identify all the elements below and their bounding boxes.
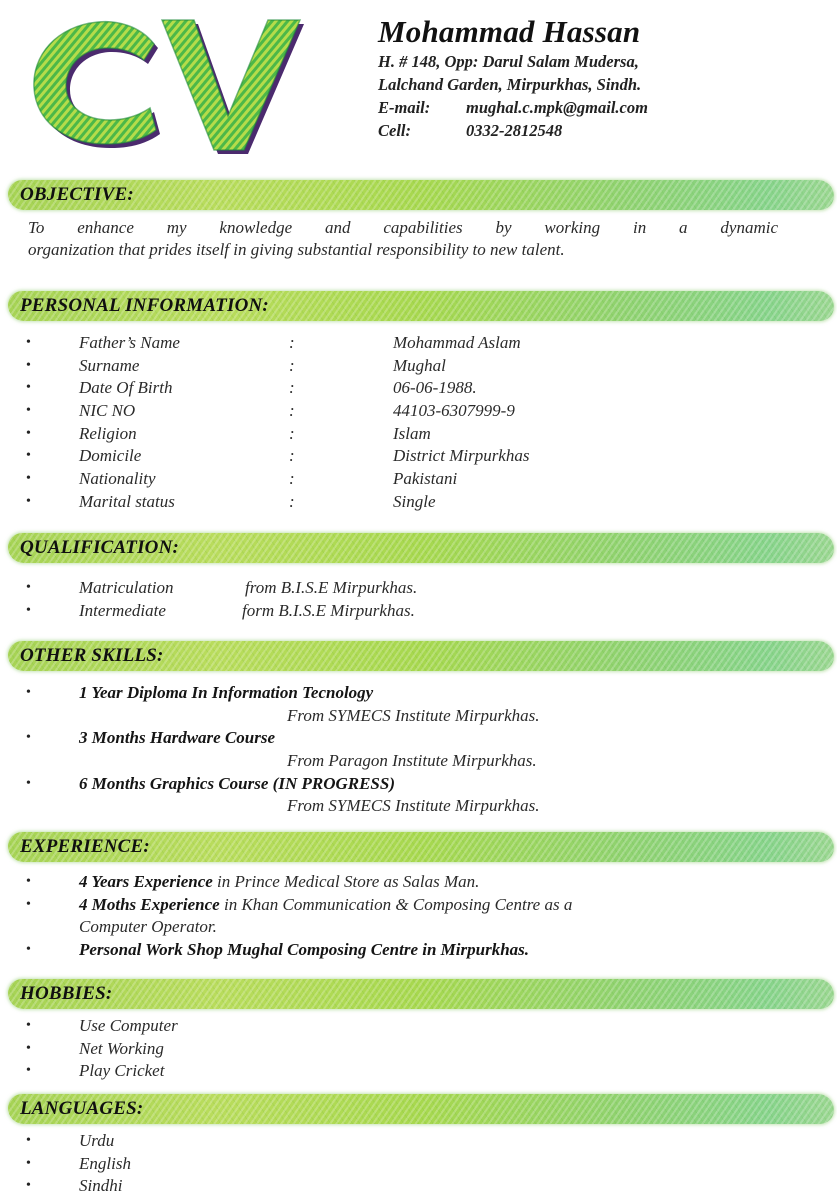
separator: : <box>289 491 295 511</box>
experience-duration: 4 Moths Experience <box>79 894 220 914</box>
personal-info-list <box>0 332 837 514</box>
list-item <box>0 1060 837 1083</box>
qualification-list <box>0 577 837 622</box>
bullet-icon: • <box>26 357 31 373</box>
list-item <box>0 600 837 623</box>
list-item-continuation <box>0 916 837 939</box>
bullet-icon: • <box>26 425 31 441</box>
field-label: Marital status <box>79 491 175 511</box>
bullet-icon: • <box>26 471 31 487</box>
field-value: 06-06-1988. <box>393 378 477 398</box>
list-item <box>0 355 837 378</box>
section-title: OBJECTIVE: <box>20 184 134 205</box>
list-item <box>0 682 837 705</box>
cell-row <box>378 119 648 142</box>
hobby: Use Computer <box>79 1016 178 1035</box>
hobbies-list <box>0 1015 837 1083</box>
section-header-objective <box>8 180 834 210</box>
language: Urdu <box>79 1131 115 1150</box>
section-header-experience <box>8 832 834 862</box>
section-title: HOBBIES: <box>20 983 113 1004</box>
experience-duration: Personal Work Shop Mughal Composing Centre in Mirpurkhas. <box>79 940 530 960</box>
section-title: OTHER SKILLS: <box>20 645 164 666</box>
section-header-hobbies <box>8 979 834 1009</box>
bullet-icon: • <box>26 1133 31 1148</box>
list-item-detail <box>0 750 837 773</box>
experience-detail-cont: Computer Operator. <box>79 917 217 937</box>
section-header-other-skills <box>8 641 834 671</box>
section-header-personal-information <box>8 291 834 321</box>
list-item <box>0 491 837 514</box>
field-label: Date Of Birth <box>79 378 173 398</box>
bullet-icon: • <box>26 493 31 509</box>
cell-label: Cell: <box>378 121 411 140</box>
candidate-name: Mohammad Hassan <box>378 14 641 49</box>
institute: From Paragon Institute Mirpurkhas. <box>287 751 537 771</box>
cv-logo <box>22 4 312 154</box>
objective-text <box>28 217 778 261</box>
list-item-detail <box>0 705 837 728</box>
separator: : <box>289 333 295 352</box>
list-item <box>0 377 837 400</box>
list-item <box>0 773 837 796</box>
languages-list <box>0 1130 837 1198</box>
list-item <box>0 727 837 750</box>
institute: From SYMECS Institute Mirpurkhas. <box>287 796 540 816</box>
address-line-2: Lalchand Garden, Mirpurkhas, Sindh. <box>378 75 642 94</box>
email-value[interactable]: mughal.c.mpk@gmail.com <box>466 98 648 117</box>
field-label: Surname <box>79 355 140 375</box>
field-value: Single <box>393 491 436 511</box>
bullet-icon: • <box>26 1063 31 1079</box>
separator: : <box>289 446 295 466</box>
contact-block <box>378 14 648 142</box>
bullet-icon: • <box>26 403 31 419</box>
experience-detail: in Khan Communication & Composing Centre as a <box>219 894 573 914</box>
bullet-icon: • <box>26 380 31 396</box>
list-item <box>0 939 837 962</box>
list-item-detail <box>0 795 837 818</box>
skills-list <box>0 682 837 818</box>
list-item <box>0 423 837 446</box>
bullet-icon: • <box>26 775 31 791</box>
list-item <box>0 445 837 468</box>
bullet-icon: • <box>26 335 31 350</box>
list-item <box>0 400 837 423</box>
separator: : <box>289 423 295 443</box>
board: form B.I.S.E Mirpurkhas. <box>242 600 415 620</box>
list-item <box>0 332 837 355</box>
experience-list <box>0 871 837 962</box>
section-header-languages <box>8 1094 834 1124</box>
field-label: Religion <box>79 423 137 443</box>
bullet-icon: • <box>26 1178 31 1194</box>
field-value: Islam <box>393 423 431 443</box>
bullet-icon: • <box>26 602 31 618</box>
list-item <box>0 577 837 600</box>
bullet-icon: • <box>26 896 31 912</box>
field-value: District Mirpurkhas <box>393 446 530 466</box>
degree: Matriculation <box>79 578 174 597</box>
section-header-qualification <box>8 533 834 563</box>
email-row <box>378 96 648 119</box>
separator: : <box>289 401 295 421</box>
field-value: Pakistani <box>393 469 458 489</box>
cv-logo-icon <box>22 4 312 154</box>
bullet-icon: • <box>26 942 31 958</box>
separator: : <box>289 469 295 489</box>
section-title: PERSONAL INFORMATION: <box>20 295 269 316</box>
course-title: 3 Months Hardware Course <box>79 728 276 748</box>
experience-duration: 4 Years Experience <box>79 872 213 891</box>
bullet-icon: • <box>26 448 31 464</box>
board: from B.I.S.E Mirpurkhas. <box>245 578 418 597</box>
bullet-icon: • <box>26 1040 31 1056</box>
list-item <box>0 871 837 894</box>
hobby: Play Cricket <box>79 1061 165 1081</box>
separator: : <box>289 355 295 375</box>
separator: : <box>289 378 295 398</box>
list-item <box>0 1175 837 1198</box>
section-title: LANGUAGES: <box>20 1098 144 1119</box>
degree: Intermediate <box>79 600 166 620</box>
field-label: Domicile <box>79 446 142 466</box>
field-label: NIC NO <box>79 401 136 421</box>
bullet-icon: • <box>26 1018 31 1033</box>
field-value: Mughal <box>393 355 446 375</box>
list-item <box>0 1130 837 1153</box>
list-item <box>0 1015 837 1038</box>
hobby: Net Working <box>79 1038 164 1058</box>
field-label: Father’s Name <box>79 333 180 352</box>
institute: From SYMECS Institute Mirpurkhas. <box>287 705 540 725</box>
section-title: EXPERIENCE: <box>20 836 150 857</box>
course-title: 6 Months Graphics Course (IN PROGRESS) <box>79 773 395 793</box>
bullet-icon: • <box>26 874 31 889</box>
bullet-icon: • <box>26 685 31 700</box>
experience-detail: in Prince Medical Store as Salas Man. <box>212 872 480 891</box>
cell-value: 0332-2812548 <box>466 121 563 140</box>
email-label: E-mail: <box>378 98 431 117</box>
list-item <box>0 468 837 491</box>
field-label: Nationality <box>79 469 156 489</box>
field-value: 44103-6307999-9 <box>393 401 515 421</box>
field-value: Mohammad Aslam <box>393 333 521 352</box>
objective-line-2: organization that prides itself in giving substantial responsibility to new talent. <box>28 240 565 259</box>
course-title: 1 Year Diploma In Information Tecnology <box>79 683 374 702</box>
list-item <box>0 1038 837 1061</box>
list-item <box>0 1153 837 1176</box>
language: English <box>79 1153 131 1173</box>
objective-line-1: To enhance my knowledge and capabilities by working in a dynamic <box>28 218 778 237</box>
address-line-1: H. # 148, Opp: Darul Salam Mudersa, <box>378 52 639 71</box>
language: Sindhi <box>79 1176 123 1196</box>
bullet-icon: • <box>26 580 31 595</box>
bullet-icon: • <box>26 1155 31 1171</box>
bullet-icon: • <box>26 730 31 746</box>
section-title: QUALIFICATION: <box>20 537 180 558</box>
list-item <box>0 894 837 917</box>
